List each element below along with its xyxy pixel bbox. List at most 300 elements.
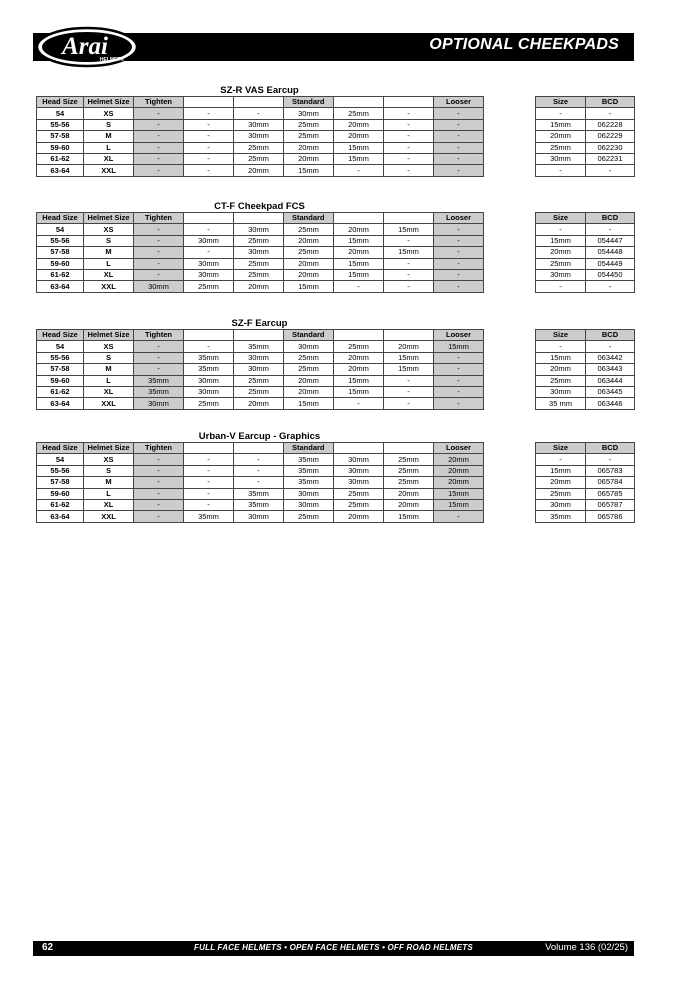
pad-thickness-cell: 20mm [284, 258, 334, 269]
pad-thickness-cell: - [134, 131, 184, 142]
size-cell: 25mm [536, 375, 586, 386]
column-header-looser: Looser [434, 443, 484, 454]
table-row [37, 352, 484, 363]
logo-subtext: HELMET® [99, 57, 125, 63]
pad-thickness-cell: 15mm [384, 352, 434, 363]
page-title: OPTIONAL CHEEKPADS [429, 36, 619, 53]
sizing-table [36, 96, 484, 177]
table-row [536, 235, 635, 246]
pad-thickness-cell: 25mm [284, 224, 334, 235]
pad-thickness-cell: 30mm [184, 269, 234, 280]
helmet-size-cell: XS [84, 224, 134, 235]
helmet-size-cell: XXL [84, 511, 134, 522]
pad-thickness-cell: - [384, 258, 434, 269]
section-title: CT-F Cheekpad FCS [214, 201, 305, 212]
head-size-cell: 57-58 [37, 247, 84, 258]
pad-thickness-cell: - [384, 235, 434, 246]
column-header-looser: Looser [434, 213, 484, 224]
pad-thickness-cell: - [384, 281, 434, 292]
pad-thickness-cell: 20mm [284, 386, 334, 397]
pad-thickness-cell: 25mm [234, 258, 284, 269]
table-row [37, 398, 484, 409]
bcd-cell: 054450 [586, 269, 635, 280]
pad-thickness-cell: - [184, 247, 234, 258]
pad-thickness-cell: 20mm [334, 247, 384, 258]
table-row [37, 511, 484, 522]
pad-thickness-cell: - [434, 108, 484, 119]
bcd-cell: 065784 [586, 477, 635, 488]
pad-thickness-cell: 20mm [284, 142, 334, 153]
pad-thickness-cell: - [334, 165, 384, 176]
pad-thickness-cell: 25mm [284, 364, 334, 375]
pad-thickness-cell: 15mm [384, 364, 434, 375]
pad-thickness-cell: 20mm [384, 499, 434, 510]
column-header-blank [334, 330, 384, 341]
size-cell: 15mm [536, 119, 586, 130]
column-header-blank [184, 330, 234, 341]
pad-thickness-cell: 20mm [234, 398, 284, 409]
column-header-bcd: BCD [586, 97, 635, 108]
column-header-blank [384, 330, 434, 341]
pad-thickness-cell: 15mm [384, 247, 434, 258]
table-row [37, 108, 484, 119]
pad-thickness-cell: - [134, 258, 184, 269]
helmet-size-cell: L [84, 142, 134, 153]
column-header-size: Size [536, 330, 586, 341]
pad-thickness-cell: 35mm [184, 364, 234, 375]
pad-thickness-cell: 25mm [334, 499, 384, 510]
bcd-cell: 062228 [586, 119, 635, 130]
column-header-blank [234, 443, 284, 454]
size-cell: 25mm [536, 258, 586, 269]
footer-categories: FULL FACE HELMETS • OPEN FACE HELMETS • OFF ROAD HELMETS [194, 943, 473, 952]
table-row [536, 119, 635, 130]
table-row [37, 465, 484, 476]
size-cell: 15mm [536, 465, 586, 476]
pad-thickness-cell: - [184, 499, 234, 510]
head-size-cell: 54 [37, 224, 84, 235]
table-row [536, 364, 635, 375]
helmet-size-cell: XL [84, 153, 134, 164]
bcd-cell: - [586, 108, 635, 119]
size-cell: - [536, 454, 586, 465]
pad-thickness-cell: 30mm [134, 398, 184, 409]
pad-thickness-cell: - [384, 142, 434, 153]
pad-thickness-cell: 35mm [134, 386, 184, 397]
column-header-blank [334, 443, 384, 454]
size-cell: 30mm [536, 499, 586, 510]
pad-thickness-cell: - [184, 477, 234, 488]
pad-thickness-cell: - [134, 364, 184, 375]
pad-thickness-cell: 15mm [334, 386, 384, 397]
table-row [536, 398, 635, 409]
pad-thickness-cell: - [234, 108, 284, 119]
table-row [536, 165, 635, 176]
pad-thickness-cell: 20mm [334, 364, 384, 375]
size-cell: 25mm [536, 142, 586, 153]
pad-thickness-cell: 30mm [184, 258, 234, 269]
bcd-cell: - [586, 341, 635, 352]
head-size-cell: 54 [37, 454, 84, 465]
pad-thickness-cell: - [184, 165, 234, 176]
helmet-size-cell: XXL [84, 398, 134, 409]
column-header-head-size: Head Size [37, 213, 84, 224]
sizing-table [36, 329, 484, 410]
table-row [37, 454, 484, 465]
table-row [37, 269, 484, 280]
table-row [37, 386, 484, 397]
sizing-table [36, 212, 484, 293]
pad-thickness-cell: 25mm [234, 269, 284, 280]
table-row [37, 341, 484, 352]
pad-thickness-cell: 20mm [434, 454, 484, 465]
head-size-cell: 54 [37, 341, 84, 352]
pad-thickness-cell: - [384, 131, 434, 142]
pad-thickness-cell: - [184, 454, 234, 465]
pad-thickness-cell: - [134, 224, 184, 235]
pad-thickness-cell: - [184, 488, 234, 499]
size-cell: 20mm [536, 364, 586, 375]
pad-thickness-cell: 15mm [334, 142, 384, 153]
pad-thickness-cell: 35mm [284, 454, 334, 465]
column-header-tighten: Tighten [134, 97, 184, 108]
pad-thickness-cell: - [134, 477, 184, 488]
pad-thickness-cell: - [134, 235, 184, 246]
pad-thickness-cell: 20mm [434, 477, 484, 488]
pad-thickness-cell: 30mm [284, 341, 334, 352]
bcd-cell: - [586, 165, 635, 176]
pad-thickness-cell: 25mm [384, 454, 434, 465]
pad-thickness-cell: - [134, 465, 184, 476]
bcd-cell: 063444 [586, 375, 635, 386]
pad-thickness-cell: 25mm [284, 131, 334, 142]
bcd-cell: 062231 [586, 153, 635, 164]
pad-thickness-cell: 15mm [284, 165, 334, 176]
pad-thickness-cell: 25mm [234, 375, 284, 386]
pad-thickness-cell: 20mm [334, 352, 384, 363]
pad-thickness-cell: 20mm [334, 119, 384, 130]
pad-thickness-cell: 25mm [384, 465, 434, 476]
table-row [536, 499, 635, 510]
table-row [37, 165, 484, 176]
bcd-cell: 063442 [586, 352, 635, 363]
bcd-cell: 065785 [586, 488, 635, 499]
pad-thickness-cell: 25mm [384, 477, 434, 488]
pad-thickness-cell: 15mm [284, 281, 334, 292]
head-size-cell: 63-64 [37, 165, 84, 176]
table-row [37, 153, 484, 164]
pad-thickness-cell: 25mm [184, 281, 234, 292]
bcd-cell: - [586, 224, 635, 235]
column-header-blank [234, 213, 284, 224]
pad-thickness-cell: 30mm [184, 386, 234, 397]
head-size-cell: 57-58 [37, 477, 84, 488]
pad-thickness-cell: 35mm [284, 477, 334, 488]
head-size-cell: 57-58 [37, 131, 84, 142]
pad-thickness-cell: 30mm [234, 224, 284, 235]
pad-thickness-cell: 35mm [234, 341, 284, 352]
column-header-blank [334, 213, 384, 224]
bcd-cell: 063443 [586, 364, 635, 375]
size-cell: - [536, 341, 586, 352]
pad-thickness-cell: 25mm [334, 108, 384, 119]
pad-thickness-cell: 25mm [284, 511, 334, 522]
pad-thickness-cell: 20mm [434, 465, 484, 476]
table-header-row [37, 330, 484, 341]
column-header-standard: Standard [284, 443, 334, 454]
size-cell: - [536, 281, 586, 292]
pad-thickness-cell: - [384, 165, 434, 176]
size-cell: - [536, 224, 586, 235]
table-row [536, 465, 635, 476]
head-size-cell: 54 [37, 108, 84, 119]
part-number-table [535, 212, 635, 293]
size-cell: - [536, 165, 586, 176]
bcd-cell: 065786 [586, 511, 635, 522]
size-cell: 15mm [536, 352, 586, 363]
pad-thickness-cell: - [434, 511, 484, 522]
pad-thickness-cell: 30mm [234, 352, 284, 363]
pad-thickness-cell: 20mm [234, 281, 284, 292]
pad-thickness-cell: - [134, 454, 184, 465]
head-size-cell: 57-58 [37, 364, 84, 375]
bcd-cell: 054448 [586, 247, 635, 258]
pad-thickness-cell: - [434, 386, 484, 397]
table-row [536, 247, 635, 258]
pad-thickness-cell: - [134, 269, 184, 280]
pad-thickness-cell: - [184, 142, 234, 153]
pad-thickness-cell: - [434, 235, 484, 246]
head-size-cell: 61-62 [37, 153, 84, 164]
pad-thickness-cell: - [134, 352, 184, 363]
pad-thickness-cell: 15mm [284, 398, 334, 409]
pad-thickness-cell: 25mm [184, 398, 234, 409]
pad-thickness-cell: 25mm [334, 341, 384, 352]
table-row [37, 224, 484, 235]
pad-thickness-cell: 30mm [234, 247, 284, 258]
column-header-head-size: Head Size [37, 443, 84, 454]
size-cell: 30mm [536, 386, 586, 397]
pad-thickness-cell: - [134, 165, 184, 176]
size-cell: 20mm [536, 477, 586, 488]
column-header-tighten: Tighten [134, 330, 184, 341]
head-size-cell: 61-62 [37, 269, 84, 280]
pad-thickness-cell: 20mm [284, 235, 334, 246]
pad-thickness-cell: - [134, 341, 184, 352]
pad-thickness-cell: 15mm [334, 258, 384, 269]
pad-thickness-cell: - [184, 108, 234, 119]
size-cell: 30mm [536, 269, 586, 280]
table-row [536, 153, 635, 164]
table-row [37, 477, 484, 488]
logo-text: Arai [62, 33, 108, 60]
pad-thickness-cell: 20mm [284, 153, 334, 164]
head-size-cell: 63-64 [37, 281, 84, 292]
pad-thickness-cell: - [434, 398, 484, 409]
pad-thickness-cell: 15mm [334, 269, 384, 280]
head-size-cell: 61-62 [37, 499, 84, 510]
pad-thickness-cell: 25mm [234, 153, 284, 164]
pad-thickness-cell: - [384, 119, 434, 130]
column-header-blank [234, 97, 284, 108]
table-row [536, 375, 635, 386]
pad-thickness-cell: 30mm [334, 477, 384, 488]
pad-thickness-cell: - [184, 224, 234, 235]
pad-thickness-cell: 30mm [334, 465, 384, 476]
column-header-helmet-size: Helmet Size [84, 330, 134, 341]
column-header-blank [384, 213, 434, 224]
head-size-cell: 55-56 [37, 119, 84, 130]
column-header-bcd: BCD [586, 213, 635, 224]
pad-thickness-cell: 15mm [384, 511, 434, 522]
bcd-cell: - [586, 454, 635, 465]
pad-thickness-cell: - [334, 398, 384, 409]
pad-thickness-cell: 20mm [384, 488, 434, 499]
pad-thickness-cell: 20mm [284, 269, 334, 280]
pad-thickness-cell: - [184, 465, 234, 476]
table-row [536, 269, 635, 280]
head-size-cell: 55-56 [37, 352, 84, 363]
size-cell: 15mm [536, 235, 586, 246]
pad-thickness-cell: - [434, 364, 484, 375]
column-header-size: Size [536, 97, 586, 108]
pad-thickness-cell: 15mm [434, 499, 484, 510]
size-cell: 30mm [536, 153, 586, 164]
table-row [536, 511, 635, 522]
pad-thickness-cell: - [434, 224, 484, 235]
helmet-size-cell: L [84, 375, 134, 386]
pad-thickness-cell: - [434, 142, 484, 153]
size-cell: - [536, 108, 586, 119]
column-header-size: Size [536, 443, 586, 454]
pad-thickness-cell: 35mm [134, 375, 184, 386]
table-header-row [37, 443, 484, 454]
pad-thickness-cell: - [134, 511, 184, 522]
table-row [536, 341, 635, 352]
pad-thickness-cell: 35mm [184, 352, 234, 363]
column-header-tighten: Tighten [134, 443, 184, 454]
pad-thickness-cell: 35mm [234, 488, 284, 499]
helmet-size-cell: S [84, 465, 134, 476]
helmet-size-cell: M [84, 364, 134, 375]
pad-thickness-cell: - [134, 119, 184, 130]
table-row [536, 224, 635, 235]
column-header-helmet-size: Helmet Size [84, 213, 134, 224]
pad-thickness-cell: - [234, 477, 284, 488]
pad-thickness-cell: - [184, 131, 234, 142]
column-header-standard: Standard [284, 213, 334, 224]
head-size-cell: 59-60 [37, 375, 84, 386]
bcd-cell: 054449 [586, 258, 635, 269]
table-row [37, 499, 484, 510]
pad-thickness-cell: - [134, 153, 184, 164]
table-row [536, 108, 635, 119]
column-header-looser: Looser [434, 97, 484, 108]
pad-thickness-cell: 15mm [334, 153, 384, 164]
pad-thickness-cell: 15mm [334, 235, 384, 246]
pad-thickness-cell: - [434, 165, 484, 176]
bcd-cell: 065783 [586, 465, 635, 476]
pad-thickness-cell: 30mm [234, 364, 284, 375]
column-header-blank [384, 97, 434, 108]
pad-thickness-cell: 25mm [334, 488, 384, 499]
pad-thickness-cell: - [384, 269, 434, 280]
table-header-row [536, 213, 635, 224]
pad-thickness-cell: - [334, 281, 384, 292]
table-row [37, 131, 484, 142]
table-row [536, 386, 635, 397]
pad-thickness-cell: 15mm [334, 375, 384, 386]
table-row [37, 488, 484, 499]
helmet-size-cell: S [84, 119, 134, 130]
pad-thickness-cell: 30mm [184, 375, 234, 386]
pad-thickness-cell: - [384, 386, 434, 397]
pad-thickness-cell: 25mm [284, 352, 334, 363]
pad-thickness-cell: - [434, 119, 484, 130]
table-header-row [536, 330, 635, 341]
table-row [37, 281, 484, 292]
pad-thickness-cell: - [434, 153, 484, 164]
column-header-standard: Standard [284, 97, 334, 108]
helmet-size-cell: XS [84, 108, 134, 119]
sizing-table [36, 442, 484, 523]
pad-thickness-cell: 35mm [234, 499, 284, 510]
helmet-size-cell: L [84, 488, 134, 499]
helmet-size-cell: XS [84, 454, 134, 465]
pad-thickness-cell: 30mm [234, 119, 284, 130]
pad-thickness-cell: 15mm [434, 341, 484, 352]
column-header-head-size: Head Size [37, 330, 84, 341]
page-footer [33, 941, 634, 956]
table-header-row [536, 97, 635, 108]
bcd-cell: 054447 [586, 235, 635, 246]
pad-thickness-cell: 30mm [284, 488, 334, 499]
helmet-size-cell: S [84, 352, 134, 363]
pad-thickness-cell: 20mm [234, 165, 284, 176]
pad-thickness-cell: - [134, 247, 184, 258]
helmet-size-cell: XL [84, 269, 134, 280]
table-row [37, 119, 484, 130]
bcd-cell: 063446 [586, 398, 635, 409]
pad-thickness-cell: 25mm [234, 235, 284, 246]
table-row [37, 247, 484, 258]
table-row [536, 488, 635, 499]
column-header-blank [334, 97, 384, 108]
pad-thickness-cell: - [434, 269, 484, 280]
pad-thickness-cell: - [234, 465, 284, 476]
size-cell: 35mm [536, 511, 586, 522]
pad-thickness-cell: - [134, 142, 184, 153]
pad-thickness-cell: - [234, 454, 284, 465]
helmet-size-cell: XS [84, 341, 134, 352]
helmet-size-cell: XL [84, 499, 134, 510]
pad-thickness-cell: 30mm [234, 511, 284, 522]
pad-thickness-cell: - [434, 375, 484, 386]
pad-thickness-cell: - [384, 398, 434, 409]
table-row [37, 258, 484, 269]
pad-thickness-cell: - [434, 131, 484, 142]
pad-thickness-cell: 30mm [284, 108, 334, 119]
helmet-size-cell: M [84, 247, 134, 258]
head-size-cell: 59-60 [37, 488, 84, 499]
bcd-cell: 063445 [586, 386, 635, 397]
column-header-head-size: Head Size [37, 97, 84, 108]
pad-thickness-cell: 30mm [234, 131, 284, 142]
head-size-cell: 59-60 [37, 258, 84, 269]
column-header-bcd: BCD [586, 443, 635, 454]
footer-volume: Volume 136 (02/25) [545, 942, 628, 953]
pad-thickness-cell: 25mm [284, 119, 334, 130]
